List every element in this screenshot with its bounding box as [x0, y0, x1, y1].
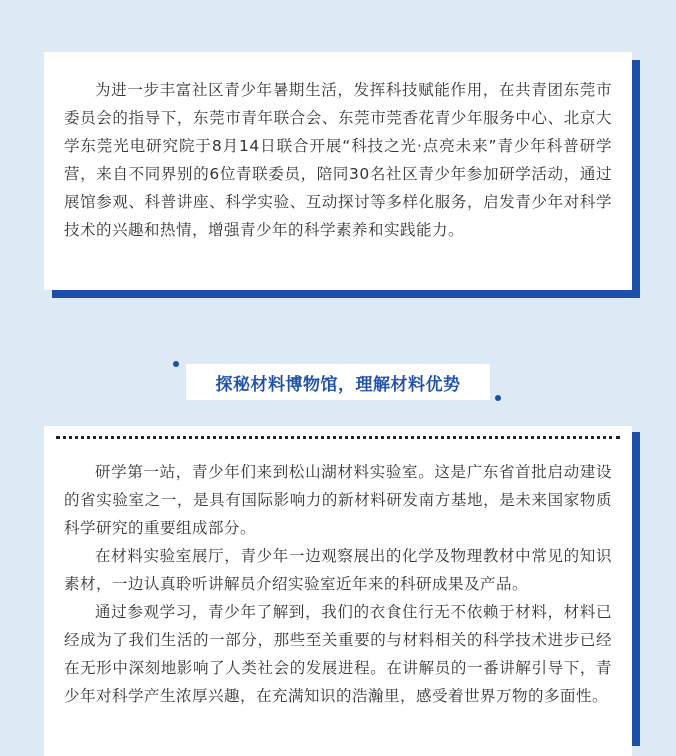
body-card — [44, 426, 632, 756]
dotted-divider — [56, 436, 620, 439]
body-paragraph-3: 通过参观学习，青少年了解到，我们的衣食住行无不依赖于材料，材料已经成为了我们生活的一部分，那些至关重要的与材料相关的科学技术进步已经在无形中深刻地影响了人类社会的发展进程。在讲解员的一番讲解引导下，青少年对科学产生浓厚兴趣，在充满知识的浩瀚里，感受着世界万物的多面性。 — [64, 603, 612, 705]
body-paragraph-1: 研学第一站，青少年们来到松山湖材料实验室。这是广东省首批启动建设的省实验室之一，是具有国际影响力的新材料研发南方基地，是未来国家物质科学研究的重要组成部分。 — [64, 463, 612, 537]
body-card-shadow — [632, 432, 640, 746]
body-paragraph-2: 在材料实验室展厅，青少年一边观察展出的化学及物理教材中常见的知识素材，一边认真聆听讲解员介绍实验室近年来的科研成果及产品。 — [64, 547, 612, 593]
section-title: 探秘材料博物馆，理解材料优势 — [215, 374, 461, 395]
decorative-dot-right — [495, 395, 501, 401]
intro-paragraph: 为进一步丰富社区青少年暑期生活，发挥科技赋能作用，在共青团东莞市委员会的指导下，东莞市青年联合会、东莞市莞香花青少年服务中心、北京大学东莞光电研究院于8月14日联合开展“科技之光·点亮未来”青少年科普研学营，来自不同界别的6位青联委员，陪同30名社区青少年参加研学活动，通过展馆参观、科普讲座、科学实验、互动探讨等多样化服务，启发青少年对科学技术的兴趣和热情，增强青少年的科学素养和实践能力。 — [64, 81, 612, 239]
intro-card — [44, 52, 632, 290]
section-title-box — [186, 364, 490, 400]
decorative-dot-left — [173, 361, 179, 367]
